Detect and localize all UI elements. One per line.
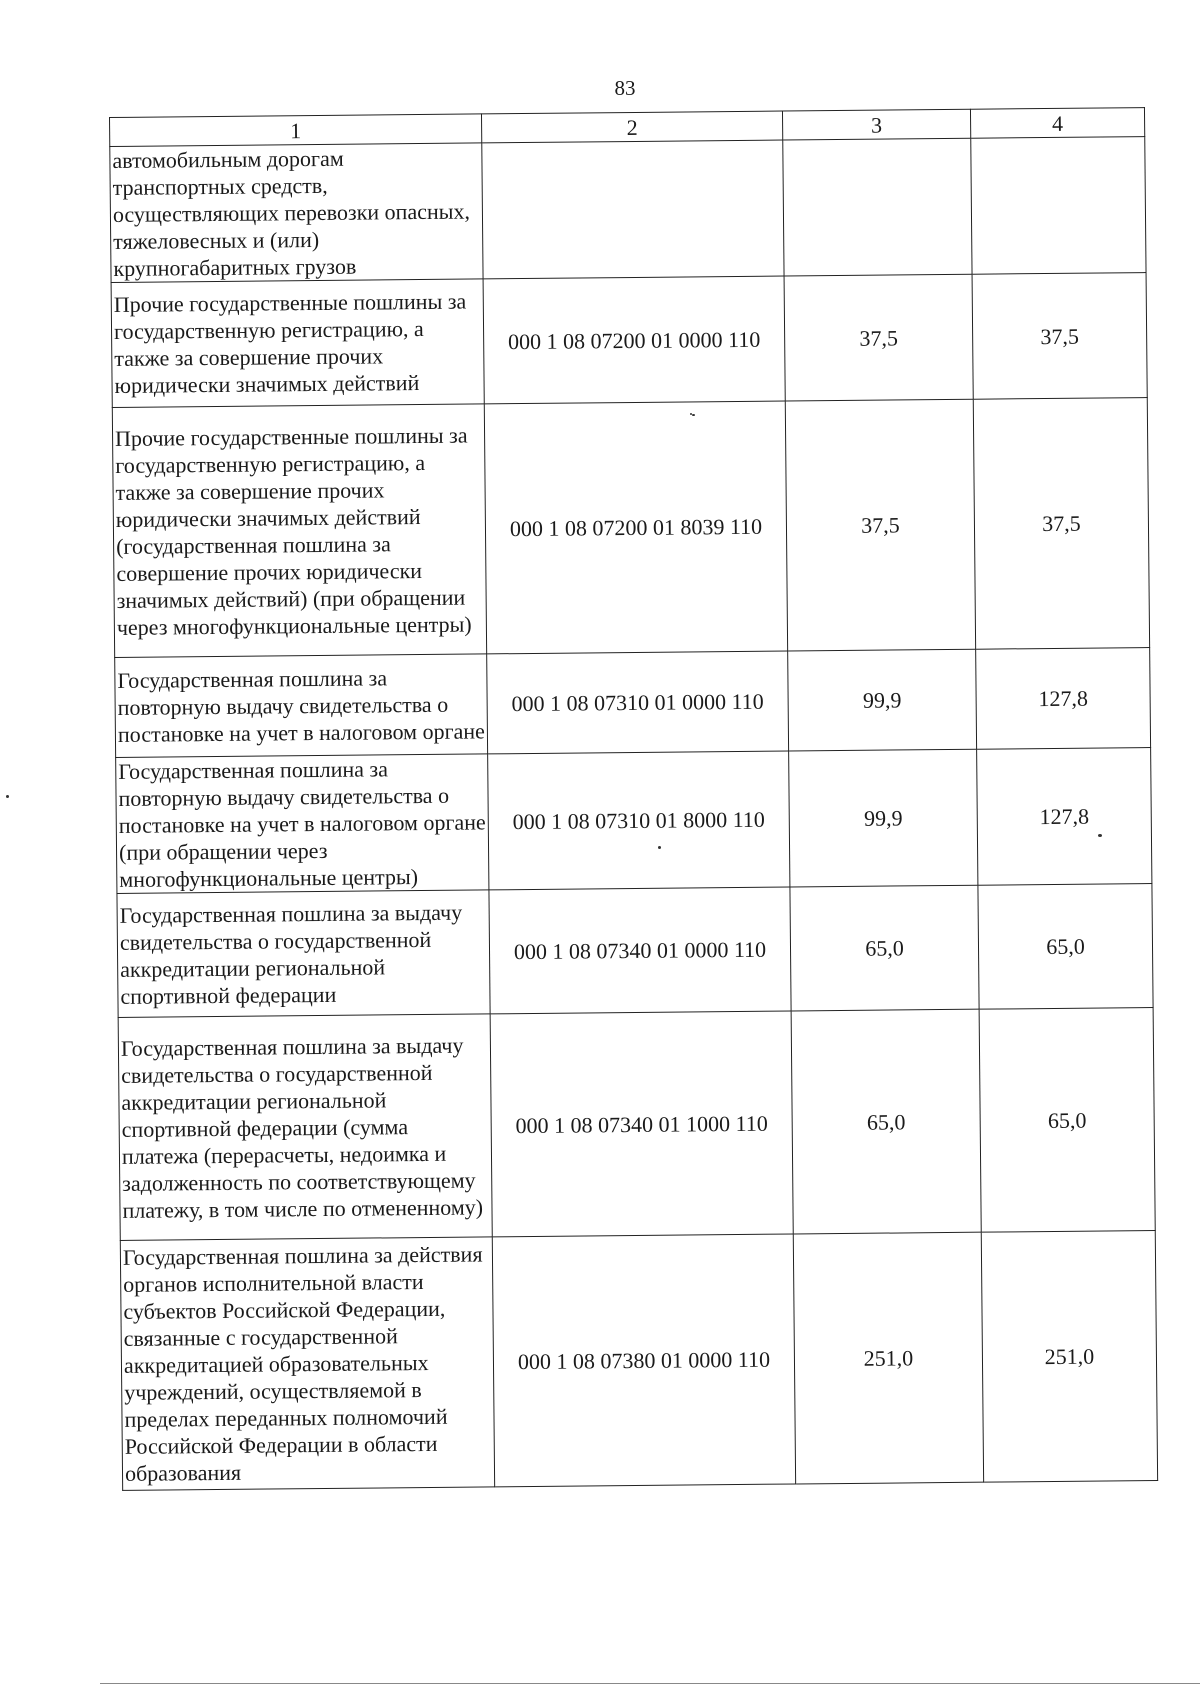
header-col-2: 2 [481, 111, 782, 143]
scan-speck [692, 414, 695, 416]
row-name: Прочие государственные пошлины за государственную регистрацию, а также за совершение прочих юридически значимых действий (государственная пошлина за совершение прочих юридически значимых действий) (при обращении через многофункциональные центры) [112, 404, 486, 658]
row-code: 000 1 08 07310 01 0000 110 [487, 651, 789, 754]
row-value-col4: 37,5 [972, 273, 1147, 400]
scan-speck [1098, 834, 1102, 837]
scan-speck [658, 846, 661, 849]
row-value-col3: 65,0 [790, 885, 979, 1011]
row-code [482, 140, 784, 279]
row-value-col3: 37,5 [784, 274, 973, 401]
row-value-col3: 37,5 [785, 399, 975, 651]
header-col-3: 3 [782, 109, 970, 140]
row-name: Государственная пошлина за действия органов исполнительной власти субъектов Российской Федерации, связанные с государственной аккредитацией образовательных учреждений, осуществляемой в пределах переданных полномочий Российской Федерации в области образования [120, 1237, 494, 1491]
table-row [110, 137, 1146, 283]
row-code: 000 1 08 07310 01 8000 110 [488, 751, 790, 890]
row-value-col4: 37,5 [973, 398, 1149, 650]
row-code: 000 1 08 07200 01 0000 110 [483, 276, 785, 404]
row-value-col3: 99,9 [788, 649, 977, 751]
row-value-col3: 65,0 [791, 1009, 981, 1234]
row-value-col4 [971, 137, 1146, 275]
row-value-col4: 127,8 [976, 648, 1151, 750]
table-row [116, 748, 1152, 894]
row-value-col3 [783, 138, 972, 276]
row-value-col4: 127,8 [977, 748, 1152, 886]
row-code: 000 1 08 07200 01 8039 110 [484, 401, 787, 654]
header-col-1: 1 [110, 114, 482, 147]
table-row [120, 1231, 1157, 1491]
row-code: 000 1 08 07340 01 0000 110 [489, 887, 791, 1014]
row-name: Государственная пошлина за выдачу свидетельства о государственной аккредитации региональной спортивной федерации (сумма платежа (перерасчеты, недоимка и задолженность по соответствующему платежу, в том числе по отмененному) [118, 1014, 492, 1241]
row-name: Прочие государственные пошлины за государственную регистрацию, а также за совершение прочих юридически значимых действий [111, 279, 484, 408]
page-number: 83 [614, 76, 636, 100]
table-row [111, 273, 1147, 408]
row-name: Государственная пошлина за повторную выдачу свидетельства о постановке на учет в налоговом органе (при обращении через многофункциональные центры) [116, 754, 489, 894]
row-value-col3: 251,0 [793, 1232, 983, 1484]
row-value-col4: 251,0 [981, 1231, 1157, 1483]
table-row [115, 648, 1151, 758]
row-code: 000 1 08 07340 01 1000 110 [490, 1011, 793, 1237]
row-code: 000 1 08 07380 01 0000 110 [492, 1234, 795, 1487]
row-value-col4: 65,0 [979, 1008, 1155, 1233]
row-value-col3: 99,9 [789, 749, 978, 887]
table-row [117, 884, 1153, 1018]
row-name: Государственная пошлина за повторную выдачу свидетельства о постановке на учет в налоговом органе [115, 654, 488, 758]
row-name: Государственная пошлина за выдачу свидетельства о государственной аккредитации региональной спортивной федерации [117, 890, 490, 1018]
scan-bottom-edge [100, 1683, 1200, 1684]
row-value-col4: 65,0 [978, 884, 1153, 1010]
revenue-table [109, 107, 1158, 1491]
scan-speck [6, 795, 9, 798]
header-col-4: 4 [970, 108, 1144, 139]
table-row [118, 1008, 1155, 1241]
table-row [112, 398, 1149, 658]
row-name: автомобильным дорогам транспортных средств, осуществляющих перевозки опасных, тяжеловесных и (или) крупногабаритных грузов [110, 143, 483, 283]
